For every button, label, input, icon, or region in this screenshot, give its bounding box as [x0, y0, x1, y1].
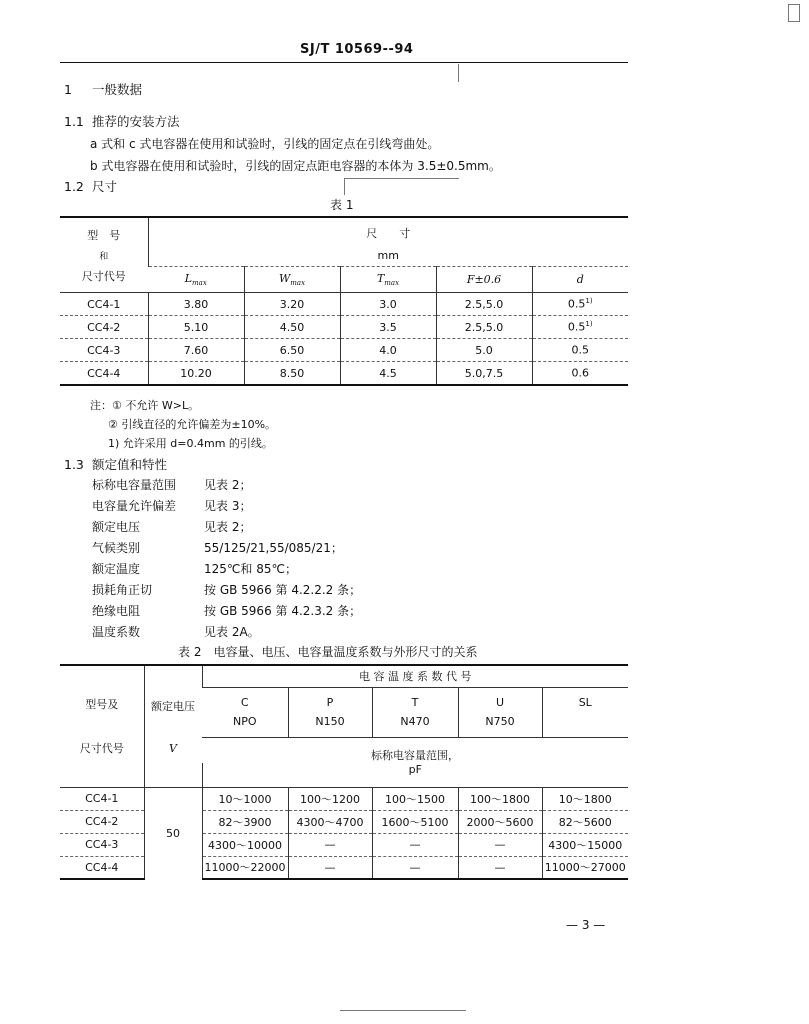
rating-label: 绝缘电阻	[92, 604, 141, 618]
section-1-1-heading: 1.1 推荐的安装方法	[64, 114, 180, 129]
table1-note: 1) 允许采用 d=0.4mm 的引线。	[108, 437, 273, 450]
model-head-cell: 型号及 尺寸代号	[60, 665, 144, 787]
section-1-2-heading: 1.2 尺寸	[64, 179, 118, 194]
rating-value: 55/125/21,55/085/21；	[204, 541, 343, 555]
table-row: CC4-3 4300～10000 — — — 4300～15000	[60, 833, 628, 856]
rating-label: 气候类别	[92, 541, 141, 555]
rating-label: 电容量允许偏差	[92, 499, 177, 513]
table-row: CC4-1 50 10～1000 100～1200 100～1500 100～1800 10～1800	[60, 787, 628, 810]
scan-mark	[344, 178, 459, 195]
table-row: CC4-4 11000～22000 — — — 11000～27000	[60, 856, 628, 879]
rating-value: 见表 2A。	[204, 625, 260, 639]
tc-code-cell: P N150	[288, 687, 372, 737]
col-head-W: $W_{max}$	[244, 267, 340, 293]
table1-caption: 表 1	[330, 198, 354, 212]
rating-label: 额定温度	[92, 562, 141, 576]
mounting-line-a: a 式和 c 式电容器在使用和试验时，引线的固定点在引线弯曲处。	[90, 137, 440, 151]
table-row: CC4-1 3.80 3.20 3.0 2.5,5.0 0.5$^{1)}$	[60, 293, 628, 316]
section-1-heading: 1 一般数据	[64, 82, 143, 97]
col-head-T: $T_{max}$	[340, 267, 436, 293]
range-unit: pF	[202, 763, 628, 787]
capacitance-table	[60, 664, 628, 880]
unit-cell: mm	[148, 244, 628, 267]
rating-value: 125℃和 85℃；	[204, 562, 297, 576]
header-rule	[60, 62, 628, 63]
rating-value: 见表 2；	[204, 478, 252, 492]
scan-mark	[340, 1010, 466, 1019]
row-head-cell: 型 号 和 尺寸代号	[60, 217, 148, 293]
scan-mark	[788, 4, 800, 22]
mounting-line-b: b 式电容器在使用和试验时，引线的固定点距电容器的本体为 3.5±0.5mm。	[90, 159, 501, 173]
rating-value: 见表 3；	[204, 499, 252, 513]
dimension-group-head: 尺 寸	[148, 217, 628, 244]
tc-code-cell: C NPO	[202, 687, 288, 737]
tc-group-head: 电 容 温 度 系 数 代 号	[202, 665, 628, 687]
tc-code-cell: T N470	[372, 687, 458, 737]
tc-code-cell: SL	[542, 687, 628, 737]
range-head: 标称电容量范围，	[202, 737, 628, 763]
voltage-value: 50	[144, 787, 202, 879]
dimensions-table	[60, 216, 628, 386]
voltage-head-cell: 额定电压 V	[144, 665, 202, 787]
table-row: CC4-4 10.20 8.50 4.5 5.0,7.5 0.6	[60, 362, 628, 386]
rating-label: 损耗角正切	[92, 583, 153, 597]
standard-code: SJ/T 10569--94	[300, 42, 414, 57]
rating-label: 标称电容量范围	[92, 478, 177, 492]
table-row: CC4-3 7.60 6.50 4.0 5.0 0.5	[60, 339, 628, 362]
rating-label: 温度系数	[92, 625, 141, 639]
tc-code-cell: U N750	[458, 687, 542, 737]
rating-value: 见表 2；	[204, 520, 252, 534]
rating-value: 按 GB 5966 第 4.2.2.2 条；	[204, 583, 362, 597]
table1-note: ② 引线直径的允许偏差为±10%。	[108, 418, 277, 431]
table-row: CC4-2 5.10 4.50 3.5 2.5,5.0 0.5$^{1)}$	[60, 316, 628, 339]
page-number: — 3 —	[566, 918, 606, 932]
rating-value: 按 GB 5966 第 4.2.3.2 条；	[204, 604, 362, 618]
col-head-d: d	[532, 267, 628, 293]
table2-caption: 表 2 电容量、电压、电容量温度系数与外形尺寸的关系	[178, 645, 478, 659]
section-1-3-heading: 1.3 额定值和特性	[64, 457, 168, 472]
col-head-F: F±0.6	[436, 267, 532, 293]
col-head-L: $L_{max}$	[148, 267, 244, 293]
rating-label: 额定电压	[92, 520, 141, 534]
table1-note: 注：① 不允许 W>L。	[90, 399, 200, 412]
table-row: CC4-2 82～3900 4300～4700 1600～5100 2000～5600 82～5600	[60, 810, 628, 833]
scan-mark	[458, 64, 459, 82]
